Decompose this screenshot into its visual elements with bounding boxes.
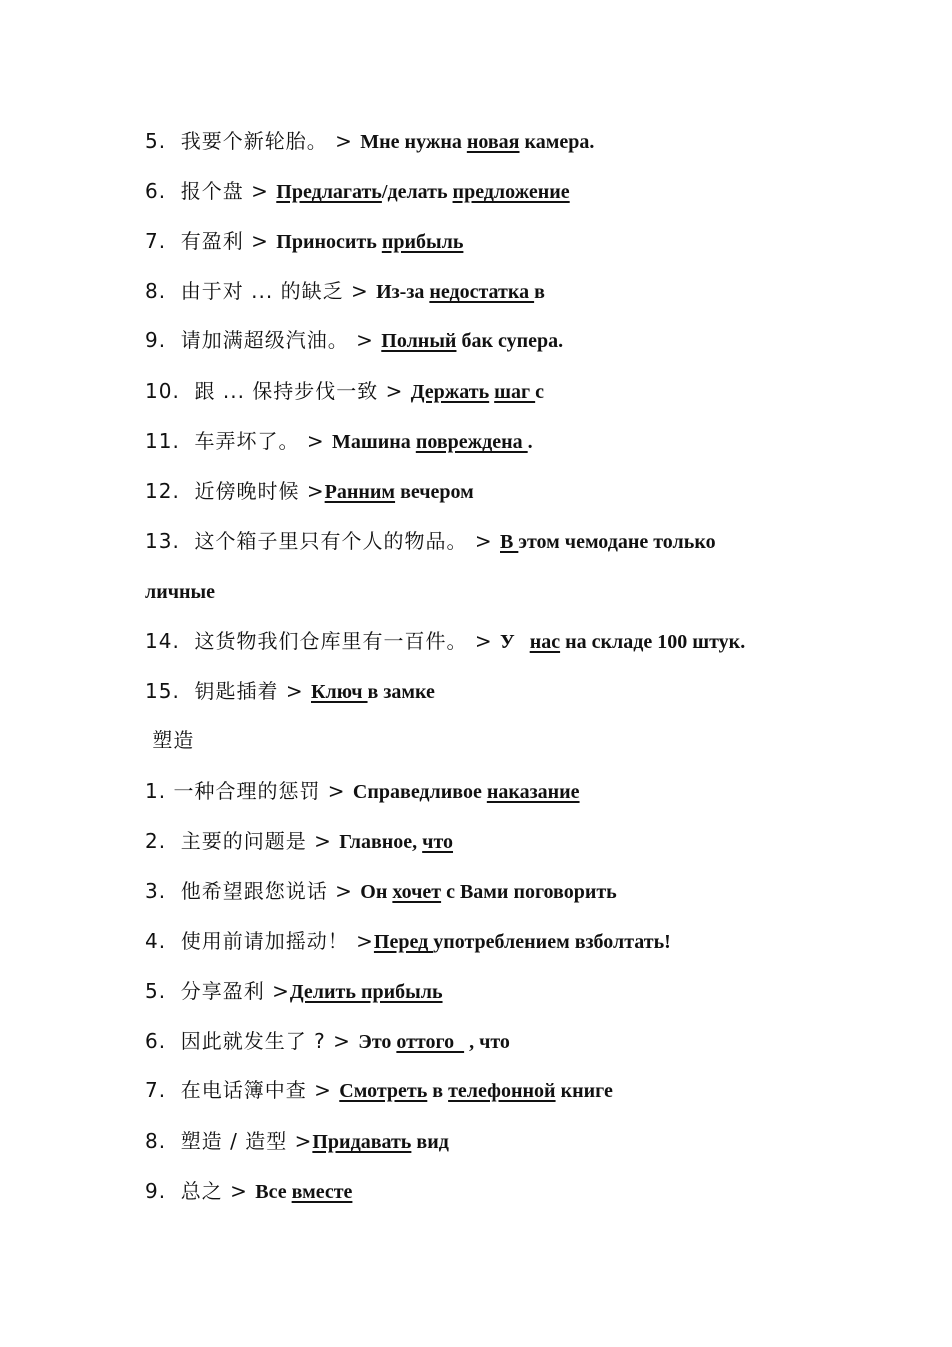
russian-text-underlined: Держать — [410, 381, 490, 403]
phrase-line — [145, 526, 716, 556]
chinese-text: 4. 使用前请加摇动！ > — [145, 929, 374, 953]
russian-text: бак супера. — [456, 330, 564, 352]
russian-text: в — [534, 281, 545, 303]
russian-text-underlined: нас — [529, 631, 561, 653]
phrase-line — [145, 1126, 449, 1156]
russian-text: камера. — [519, 131, 595, 153]
phrase-line — [145, 1026, 510, 1056]
russian-text-underlined: недостатка — [429, 281, 535, 303]
russian-text-underlined: что — [422, 831, 454, 853]
phrase-line — [145, 476, 474, 506]
section-heading — [145, 725, 194, 755]
chinese-text: 12. 近傍晚时候 > — [145, 479, 325, 503]
phrase-line — [145, 325, 563, 355]
russian-text: с Вами поговорить — [441, 881, 617, 903]
chinese-text: 塑造 — [145, 728, 195, 752]
russian-text: на складе 100 штук. — [560, 631, 746, 653]
phrase-line — [145, 1075, 613, 1105]
russian-text-underlined: наказание — [486, 781, 580, 803]
chinese-text: 5. 我要个新轮胎。 > — [145, 129, 361, 153]
chinese-text: 6. 报个盘 > — [145, 179, 277, 203]
phrase-line — [145, 776, 580, 806]
phrase-line — [145, 676, 435, 706]
russian-text-underlined: шаг — [494, 381, 536, 403]
russian-text: с — [535, 381, 545, 403]
russian-text-underlined: новая — [466, 131, 520, 153]
phrase-line — [145, 226, 463, 256]
chinese-text: 13. 这个箱子里只有个人的物品。 > — [145, 529, 500, 553]
russian-text: вечером — [395, 481, 474, 503]
russian-text: Это — [358, 1031, 397, 1053]
russian-text: Из-за — [376, 281, 430, 303]
russian-text: в — [427, 1080, 449, 1102]
russian-text: этом чемодане только — [518, 531, 716, 553]
russian-text: книге — [555, 1080, 613, 1102]
phrase-line — [145, 276, 545, 306]
chinese-text: 15. 钥匙插着 > — [145, 679, 311, 703]
russian-text-underlined: вместе — [291, 1181, 353, 1203]
russian-text-underlined: Придавать — [312, 1131, 412, 1153]
phrase-line — [145, 926, 671, 956]
phrase-line — [145, 876, 617, 906]
russian-text-underlined: Ранним — [324, 481, 396, 503]
russian-text-underlined: Делить прибыль — [289, 981, 443, 1003]
phrase-line-continuation — [145, 576, 215, 606]
russian-text-underlined: Полный — [381, 330, 457, 352]
russian-text: Все — [255, 1181, 292, 1203]
russian-text: /делать — [381, 181, 453, 203]
russian-text-underlined: Перед — [373, 931, 434, 953]
chinese-text: 9. 请加满超级汽油。 > — [145, 328, 382, 352]
phrase-line — [145, 126, 594, 156]
russian-text: вид — [411, 1131, 449, 1153]
chinese-text: 7. 在电话簿中查 > — [145, 1078, 340, 1102]
russian-text-underlined: Смотреть — [339, 1080, 428, 1102]
russian-text-underlined: оттого — [396, 1031, 465, 1053]
russian-text: Приносить — [276, 231, 382, 253]
russian-text: Справедливое — [352, 781, 487, 803]
russian-text-underlined: повреждена — [415, 431, 528, 453]
chinese-text: 2. 主要的问题是 > — [145, 829, 340, 853]
russian-text-underlined: телефонной — [448, 1080, 556, 1102]
russian-text: личные — [145, 581, 216, 603]
chinese-text: 8. 由于对 ... 的缺乏 > — [145, 279, 377, 303]
chinese-text: 8. 塑造 / 造型 > — [145, 1129, 313, 1153]
chinese-text: 7. 有盈利 > — [145, 229, 277, 253]
phrase-line — [145, 176, 570, 206]
russian-text: . — [527, 431, 533, 453]
russian-text-underlined: хочет — [392, 881, 442, 903]
russian-text-underlined: предложение — [452, 181, 570, 203]
chinese-text: 5. 分享盈利 > — [145, 979, 290, 1003]
russian-text: в замке — [367, 681, 435, 703]
russian-text-underlined: Ключ — [311, 681, 368, 703]
russian-text-underlined: В — [500, 531, 519, 553]
chinese-text: 10. 跟 ... 保持步伐一致 > — [145, 379, 411, 403]
russian-text: Мне нужна — [360, 131, 467, 153]
phrase-line — [145, 826, 453, 856]
phrase-line — [145, 626, 745, 656]
russian-text-underlined: прибыль — [381, 231, 464, 253]
phrase-line — [145, 1176, 352, 1206]
chinese-text: 1. 一种合理的惩罚 > — [145, 779, 353, 803]
russian-text: У — [500, 631, 530, 653]
chinese-text: 9. 总之 > — [145, 1179, 256, 1203]
chinese-text: 11. 车弄坏了。 > — [145, 429, 332, 453]
russian-text: Главное, — [339, 831, 423, 853]
chinese-text: 6. 因此就发生了 ? > — [145, 1029, 359, 1053]
russian-text: , что — [464, 1031, 510, 1053]
russian-text: Машина — [332, 431, 416, 453]
russian-text: употреблением взболтать! — [433, 931, 671, 953]
chinese-text: 3. 他希望跟您说话 > — [145, 879, 361, 903]
phrase-line — [145, 426, 533, 456]
chinese-text: 14. 这货物我们仓库里有一百件。 > — [145, 629, 500, 653]
russian-text-underlined: Предлагать — [276, 181, 382, 203]
phrase-line — [145, 976, 443, 1006]
russian-text: Он — [360, 881, 393, 903]
phrase-line — [145, 376, 544, 406]
